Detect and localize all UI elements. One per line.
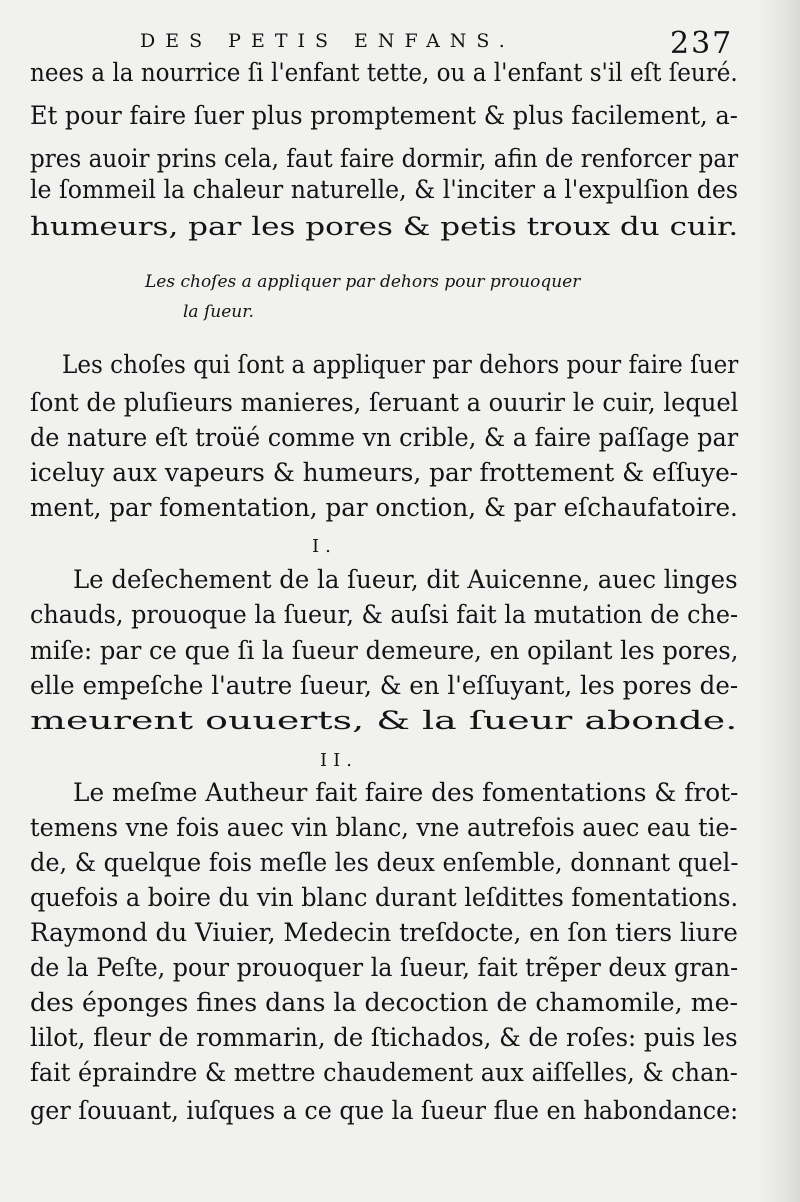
text-line: iceluy aux vapeurs & humeurs, par frottement & eſſuye- — [30, 458, 739, 488]
text-line: pres auoir prins cela, faut faire dormir, afin de renforcer par — [30, 144, 739, 174]
text-line: fait épraindre & mettre chaudement aux aiſſelles, & chan- — [30, 1058, 738, 1088]
text-line: Le deſechement de la ſueur, dit Auicenne, auec linges — [73, 565, 738, 595]
section-number: II. — [320, 750, 358, 771]
text-line: ſont de pluſieurs manieres, ſeruant a ouurir le cuir, lequel — [30, 388, 739, 418]
text-line: chauds, prouoque la ſueur, & auſsi fait la mutation de che- — [30, 600, 739, 630]
section-subheading: Les choſes a appliquer par dehors pour prouoquer — [145, 272, 581, 292]
text-line: quefois a boire du vin blanc durant leſdittes fomentations. — [30, 883, 739, 913]
page-edge-shadow — [758, 0, 800, 1202]
text-line: des éponges fines dans la decoction de chamomile, me- — [30, 988, 738, 1018]
text-line: ment, par fomentation, par onction, & par eſchaufatoire. — [30, 493, 738, 523]
text-line: meurent ouuerts, & la ſueur abonde. — [30, 706, 738, 736]
text-line: le ſommeil la chaleur naturelle, & l'inciter a l'expulſion des — [30, 175, 738, 205]
text-line: nees a la nourrice ſi l'enfant tette, ou a l'enfant s'il eſt ſeuré. — [30, 58, 738, 88]
text-line: temens vne fois auec vin blanc, vne autrefois auec eau tie- — [30, 813, 738, 843]
text-line: de nature eſt troüé comme vn crible, & a faire paſſage par — [30, 423, 739, 453]
text-line: de la Peſte, pour prouoquer la ſueur, fait trẽper deux gran- — [30, 953, 739, 983]
text-line: elle empeſche l'autre ſueur, & en l'eſſuyant, les pores de- — [30, 671, 739, 701]
section-number: I. — [312, 536, 337, 557]
text-line: Le meſme Autheur fait faire des fomentations & frot- — [73, 778, 739, 808]
text-line: de, & quelque fois meſle les deux enſemble, donnant quel- — [30, 848, 739, 878]
text-line: ger ſouuant, iuſques a ce que la ſueur flue en habondance: — [30, 1096, 739, 1126]
text-line: humeurs, par les pores & petis troux du cuir. — [30, 212, 739, 242]
page-number: 237 — [670, 26, 734, 61]
text-line: lilot, fleur de rommarin, de ſtichados, & de roſes: puis les — [30, 1023, 738, 1053]
running-head: DES PETIS ENFANS. — [140, 30, 515, 52]
text-line: miſe: par ce que ſi la ſueur demeure, en opilant les pores, — [30, 636, 739, 666]
text-line: Raymond du Viuier, Medecin treſdocte, en ſon tiers liure — [30, 918, 738, 948]
text-line: Et pour faire ſuer plus promptement & plus facilement, a- — [30, 101, 738, 131]
section-subheading-cont: la ſueur. — [183, 302, 254, 322]
text-line: Les choſes qui ſont a appliquer par dehors pour faire ſuer — [62, 350, 739, 380]
